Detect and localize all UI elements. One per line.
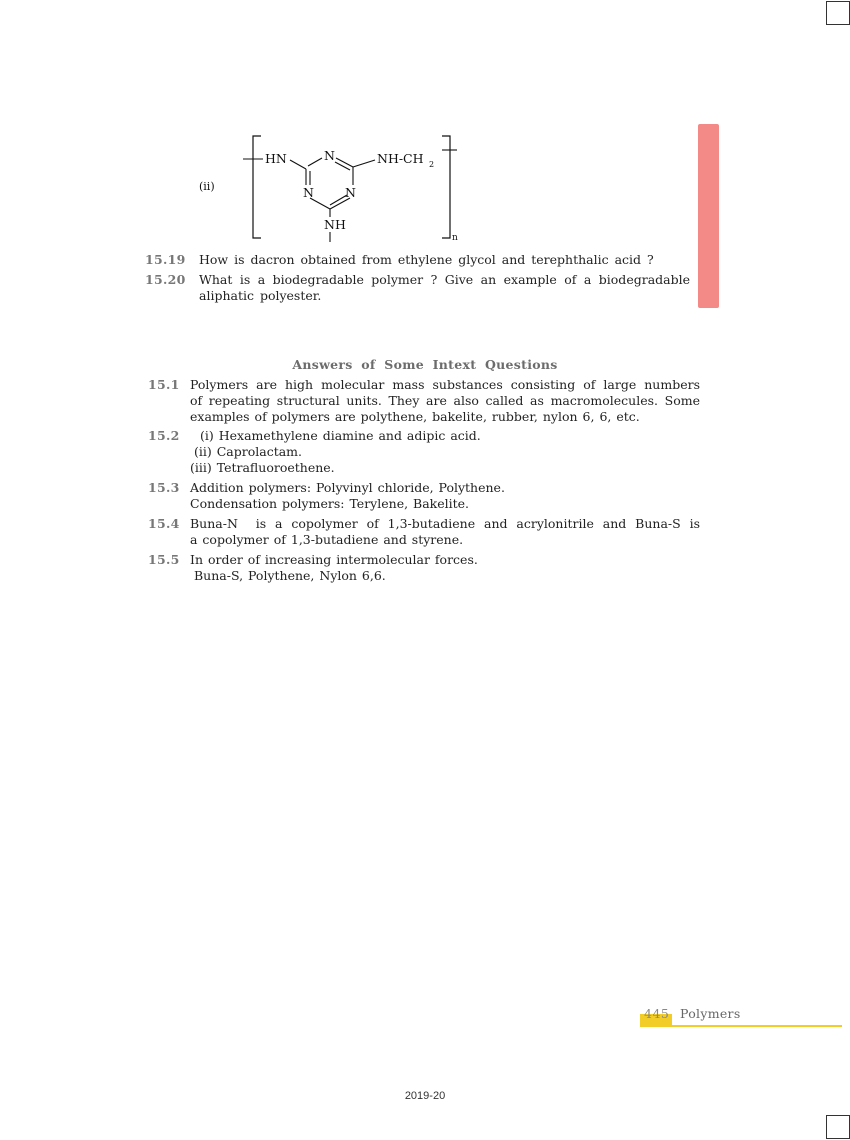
melamine-structure-diagram [195, 130, 465, 248]
answer-line: (i) Hexamethylene diamine and adipic acid. [200, 428, 481, 443]
chapter-name: Polymers [680, 1006, 741, 1021]
structure-label: (ii) [199, 180, 215, 193]
page-number: 445 [644, 1006, 670, 1021]
answer-line: examples of polymers are polythene, bakelite, rubber, nylon 6, 6, etc. [190, 409, 640, 424]
answer-line: Polymers are high molecular mass substances consisting of large numbers [190, 377, 700, 392]
question-15-20 [145, 272, 690, 304]
question-text: How is dacron obtained from ethylene glycol and terephthalic acid ? [199, 252, 654, 267]
question-15-19 [145, 252, 690, 268]
answer-15-3 [148, 480, 700, 512]
page-footer [640, 1006, 842, 1027]
answer-15-2 [148, 428, 700, 476]
answer-15-5 [148, 552, 700, 584]
right-bracket [442, 136, 450, 238]
answer-number: 15.3 [148, 480, 180, 495]
answer-number: 15.1 [148, 377, 180, 392]
answer-15-4 [148, 516, 700, 548]
answer-line: of repeating structural units. They are also called as macromolecules. Some [190, 393, 700, 408]
answers-heading: Answers of Some Intext Questions [292, 357, 558, 372]
answer-line: Condensation polymers: Terylene, Bakelite. [190, 496, 470, 511]
ring-n-left: N [303, 185, 314, 200]
left-bracket [253, 136, 261, 238]
chapter-side-tab [698, 124, 719, 308]
answer-number: 15.2 [148, 428, 180, 443]
answer-15-1 [148, 377, 700, 425]
atom-nh-bottom: NH [324, 217, 346, 232]
ring-n-top: N [324, 148, 335, 163]
repeat-subscript-n: n [452, 233, 458, 243]
crop-mark-top [826, 1, 850, 25]
crop-mark-bottom [826, 1115, 850, 1139]
answer-line: a copolymer of 1,3-butadiene and styrene. [190, 532, 464, 547]
answer-line: Addition polymers: Polyvinyl chloride, Polythene. [190, 480, 505, 495]
question-number: 15.20 [145, 272, 186, 287]
answer-line: (ii) Caprolactam. [194, 444, 302, 459]
atom-hn: HN [265, 151, 287, 166]
answer-line: In order of increasing intermolecular forces. [190, 552, 478, 567]
question-line: What is a biodegradable polymer ? Give an example of a biodegradable [199, 272, 690, 287]
atom-nh-ch2: NH-CH [377, 151, 424, 166]
answer-line: (iii) Tetrafluoroethene. [190, 460, 335, 475]
answer-number: 15.5 [148, 552, 180, 567]
question-number: 15.19 [145, 252, 186, 267]
answer-number: 15.4 [148, 516, 180, 531]
question-line: aliphatic polyester. [199, 288, 322, 303]
edition-year: 2019-20 [404, 1090, 446, 1102]
atom-ch2-subscript: 2 [429, 160, 435, 169]
structure-svg [195, 130, 465, 248]
answer-line: Buna-N is a copolymer of 1,3-butadiene and acrylonitrile and Buna-S is [190, 516, 700, 531]
answer-line: Buna-S, Polythene, Nylon 6,6. [194, 568, 386, 583]
ring-n-right: N [345, 185, 356, 200]
